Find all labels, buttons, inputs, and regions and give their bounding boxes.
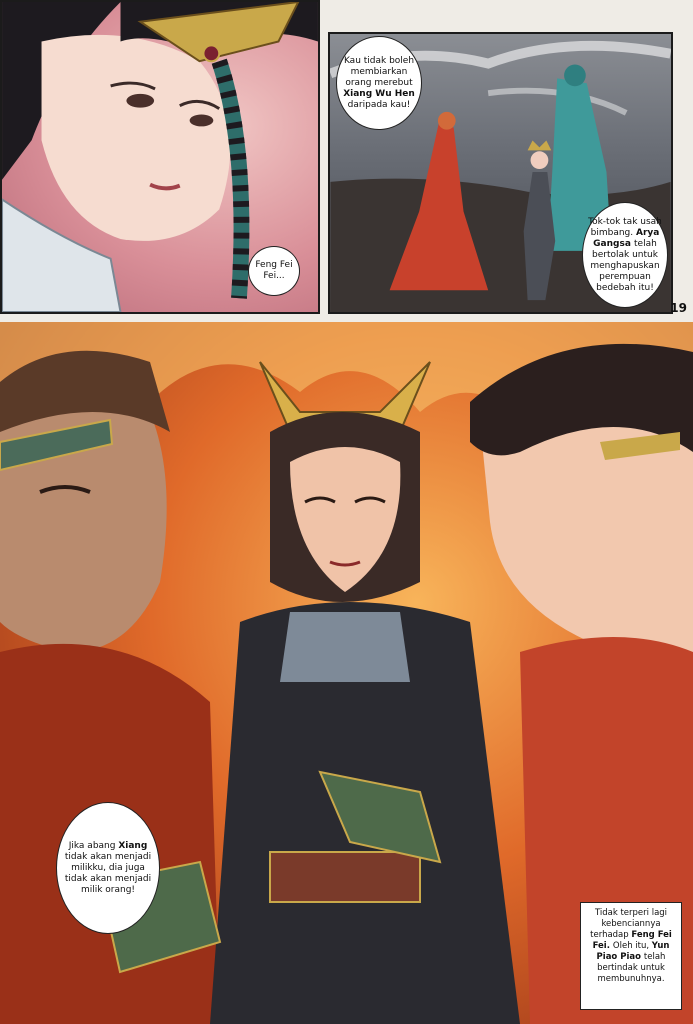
speech-text-part: tidak akan menjadi milikku, dia juga tidak akan menjadi milik orang! [64, 851, 152, 895]
speech-text-name: Arya Gangsa [593, 227, 660, 249]
speech-bubble-heroine [56, 802, 160, 934]
panel-three-heroes-fire [0, 322, 693, 1024]
speech-text-name: Xiang [118, 840, 148, 851]
speech-text-name: Xiang Wu Hen [343, 88, 415, 99]
narration-caption [580, 902, 682, 1010]
speech-text-part: Kau tidak boleh membiarkan orang merebut [343, 55, 415, 88]
speech-text-part: daripada kau! [347, 99, 411, 110]
caption-text-part: telah bertindak untuk membunuhnya. [597, 952, 666, 984]
speech-text [341, 56, 417, 111]
speech-text [61, 841, 155, 896]
speech-bubble-reply [582, 202, 668, 308]
speech-text-part: telah bertolak untuk menghapuskan perempuan bedebah itu! [590, 238, 660, 293]
speech-text-part: Jika abang [68, 840, 119, 851]
speech-bubble-feng-fei-fei [248, 246, 300, 296]
caption-text-name: Feng Fei Fei. [592, 930, 672, 951]
speech-bubble-elder [336, 36, 422, 130]
panel-feng-fei-fei-closeup [0, 0, 320, 314]
speech-text: Feng Fei Fei... [255, 260, 293, 281]
panel-desert-figures [328, 32, 673, 314]
speech-text-part: Tok-tok tak usah bimbang. [588, 216, 662, 238]
page-number: 19 [670, 301, 687, 315]
caption-text-name: Yun Piao Piao [596, 941, 670, 962]
caption-text-part: Tidak terperi lagi kebenciannya terhadap [590, 908, 668, 940]
caption-text-part: Oleh itu, [612, 941, 652, 951]
speech-text [587, 217, 663, 294]
